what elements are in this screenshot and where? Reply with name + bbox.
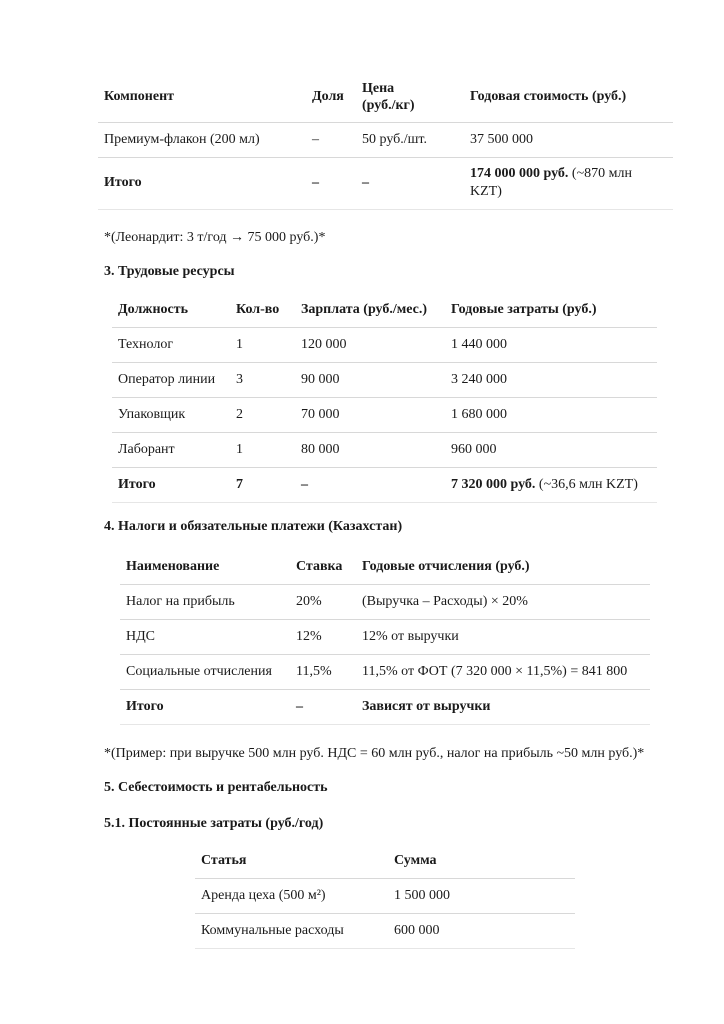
total-salary: –: [301, 476, 308, 492]
table-cell: 1: [236, 441, 243, 457]
column-header: Компонент: [104, 88, 175, 104]
fixed-costs-table: [195, 844, 575, 949]
column-header: Годовая стоимость (руб.): [470, 88, 627, 104]
header-price-line2: (руб./кг): [362, 97, 415, 113]
table-cell: Коммунальные расходы: [201, 922, 344, 938]
column-header: Сумма: [394, 852, 437, 868]
column-header: Наименование: [126, 558, 220, 574]
table-cell: НДС: [126, 628, 155, 644]
table-cell: Оператор линии: [118, 371, 216, 387]
total-rate: –: [296, 698, 303, 714]
table-cell: 12%: [296, 628, 322, 644]
column-header: Статья: [201, 852, 247, 868]
total-price: –: [362, 175, 369, 190]
table-cell: 1 500 000: [394, 887, 450, 903]
table-cell: 120 000: [301, 336, 347, 352]
table-total-row: [98, 157, 673, 209]
header-price-line1: Цена: [362, 80, 395, 96]
table-cell: Упаковщик: [118, 406, 186, 422]
total-label: Итого: [126, 698, 164, 714]
table-cell: 3 240 000: [451, 371, 507, 387]
column-header: Ставка: [296, 558, 343, 574]
table-cell: 50 руб./шт.: [362, 131, 427, 147]
column-header: Зарплата (руб./мес.): [301, 301, 428, 317]
total-value-note: (~36,6 млн KZT): [538, 476, 638, 492]
table-cell: Премиум-флакон (200 мл): [104, 131, 260, 147]
table-cell: Технолог: [118, 336, 174, 352]
leonardite-note: *(Леонардит: 3 т/год → 75 000 руб.)*: [104, 230, 326, 245]
table-row: [195, 878, 575, 913]
table-total-row: [120, 689, 650, 724]
labor-table: [112, 293, 657, 503]
table-row: [112, 327, 657, 362]
table-row: [120, 654, 650, 689]
table-row: [98, 122, 673, 157]
table-cell: 37 500 000: [470, 131, 533, 147]
column-header: [356, 72, 464, 122]
table-cell: 90 000: [301, 371, 340, 387]
table-row: [195, 913, 575, 948]
table-row: [112, 432, 657, 467]
table-cell: Налог на прибыль: [126, 593, 235, 609]
table-row: [120, 619, 650, 654]
table-cell: 960 000: [451, 441, 497, 457]
table-header-row: [195, 844, 575, 878]
total-count: 7: [236, 476, 243, 492]
section-5-1-title: 5.1. Постоянные затраты (руб./год): [104, 816, 324, 831]
column-header: Доля: [312, 88, 344, 104]
total-value: [445, 467, 657, 502]
column-header: Годовые отчисления (руб.): [362, 558, 530, 574]
total-value-bold: 174 000 000 руб.: [470, 166, 569, 181]
table-cell: 11,5%: [296, 663, 332, 679]
table-total-row: [112, 467, 657, 502]
components-table: [98, 72, 673, 210]
table-cell: Социальные отчисления: [126, 663, 272, 679]
total-value: Зависят от выручки: [362, 698, 491, 714]
table-row: [112, 397, 657, 432]
table-cell: 70 000: [301, 406, 340, 422]
total-value-note-1: (~870 млн: [571, 166, 632, 181]
column-header: Должность: [118, 301, 189, 317]
table-cell: 2: [236, 406, 243, 422]
section-4-title: 4. Налоги и обязательные платежи (Казахстан): [104, 519, 403, 534]
table-cell: 1 680 000: [451, 406, 507, 422]
table-cell: 1 440 000: [451, 336, 507, 352]
total-value: [464, 157, 673, 209]
table-cell: 80 000: [301, 441, 340, 457]
column-header: Годовые затраты (руб.): [451, 301, 597, 317]
table-header-row: [112, 293, 657, 327]
taxes-table: [120, 550, 650, 725]
total-value-bold: 7 320 000 руб.: [451, 476, 536, 492]
table-row: [120, 584, 650, 619]
table-cell: 3: [236, 371, 243, 387]
table-cell: 600 000: [394, 922, 440, 938]
table-header-row: [120, 550, 650, 584]
total-label: Итого: [104, 175, 142, 190]
table-cell: –: [312, 131, 319, 147]
table-row: [112, 362, 657, 397]
table-cell: 1: [236, 336, 243, 352]
table-cell: Лаборант: [118, 441, 175, 457]
column-header: Кол-во: [236, 301, 280, 317]
table-header-row: [98, 72, 673, 122]
table-cell: (Выручка – Расходы) × 20%: [362, 593, 528, 609]
table-cell: Аренда цеха (500 м²): [201, 887, 326, 903]
total-share: –: [312, 175, 319, 190]
table-cell: 11,5% от ФОТ (7 320 000 × 11,5%) = 841 800: [362, 663, 628, 679]
tax-example-note: *(Пример: при выручке 500 млн руб. НДС = 60 млн руб., налог на прибыль ~50 млн руб.)*: [104, 746, 645, 761]
total-label: Итого: [118, 476, 156, 492]
table-cell: 12% от выручки: [362, 628, 459, 644]
section-3-title: 3. Трудовые ресурсы: [104, 264, 235, 279]
section-5-title: 5. Себестоимость и рентабельность: [104, 780, 328, 795]
table-cell: 20%: [296, 593, 322, 609]
total-value-note-2: KZT): [470, 184, 502, 199]
